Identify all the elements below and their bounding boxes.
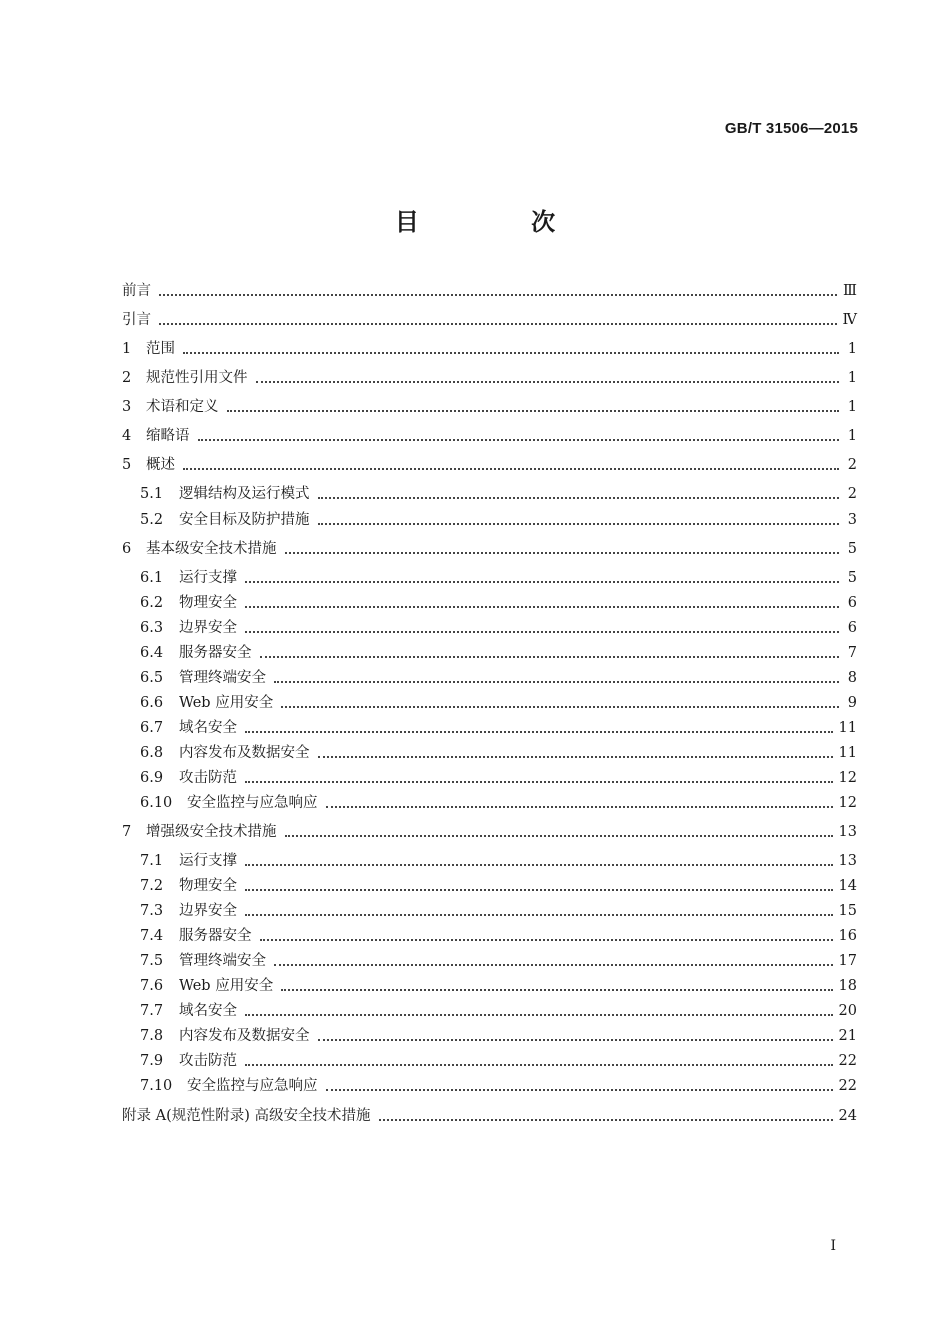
toc-entry-page: 13 (838, 853, 857, 869)
toc-entry[interactable] (140, 975, 857, 997)
toc-entry-number: 6.1 (140, 570, 164, 586)
toc-entry[interactable] (140, 900, 857, 922)
toc-entry-number: 6.9 (140, 770, 164, 786)
dot-leader (159, 294, 837, 296)
toc-entry[interactable] (140, 667, 857, 689)
toc-entry-label: 概述 (146, 457, 175, 473)
toc-entry-number: 7.3 (140, 903, 164, 919)
dot-leader (285, 835, 833, 837)
toc-entry-page: 1 (847, 428, 857, 444)
toc-entry-label: 管理终端安全 (179, 670, 266, 686)
toc-entry-label: 基本级安全技术措施 (146, 541, 277, 557)
toc-entry-number: 6.2 (140, 595, 164, 611)
toc-entry[interactable] (140, 692, 857, 714)
toc-entry-label: 范围 (146, 341, 175, 357)
toc-entry-page: 14 (838, 878, 857, 894)
toc-entry-page: 24 (838, 1108, 857, 1124)
dot-leader (318, 1039, 833, 1041)
toc-entry-label: 逻辑结构及运行模式 (179, 486, 310, 502)
dot-leader (318, 497, 840, 499)
toc-entry-page: 2 (847, 457, 857, 473)
toc-entry-page: 6 (847, 595, 857, 611)
toc-entry-number: 6.6 (140, 695, 164, 711)
toc-entry[interactable] (122, 367, 857, 389)
toc-entry-label: 运行支撑 (179, 570, 237, 586)
toc-entry[interactable] (140, 592, 857, 614)
dot-leader (245, 631, 839, 633)
dot-leader (245, 864, 833, 866)
toc-entry-number: 6.3 (140, 620, 164, 636)
toc-entry-number: 6.4 (140, 645, 164, 661)
toc-entry[interactable] (140, 742, 857, 764)
toc-entry-number: 7.2 (140, 878, 164, 894)
toc-entry-number: 7.5 (140, 953, 164, 969)
toc-entry[interactable] (140, 617, 857, 639)
toc-entry-number: 7.10 (140, 1078, 173, 1094)
toc-entry-number: 2 (122, 370, 132, 386)
toc-entry-label: 安全目标及防护措施 (179, 512, 310, 528)
toc-entry-label: 物理安全 (179, 595, 237, 611)
dot-leader (245, 606, 839, 608)
dot-leader (318, 756, 833, 758)
toc-entry[interactable] (140, 567, 857, 589)
toc-entry[interactable] (122, 821, 857, 843)
toc-entry-label: 域名安全 (179, 1003, 237, 1019)
toc-entry-number: 6.5 (140, 670, 164, 686)
toc-entry-number: 3 (122, 399, 132, 415)
dot-leader (245, 914, 833, 916)
toc-entry-label: 安全监控与应急响应 (187, 1078, 318, 1094)
toc-entry-page: 3 (847, 512, 857, 528)
toc-entry-label: 安全监控与应急响应 (187, 795, 318, 811)
dot-leader (274, 964, 833, 966)
dot-leader (245, 781, 833, 783)
toc-entry-number: 1 (122, 341, 132, 357)
dot-leader (245, 889, 833, 891)
toc-entry-label: 附录 A(规范性附录) 高级安全技术措施 (122, 1108, 371, 1124)
footer-page-number: I (830, 1238, 836, 1254)
toc-entry-number: 7.1 (140, 853, 164, 869)
toc-entry-number: 5.1 (140, 486, 164, 502)
page-title: 目 次 (394, 207, 608, 236)
toc-entry[interactable] (140, 1025, 857, 1047)
dot-leader (245, 731, 833, 733)
toc-entry-label: 术语和定义 (146, 399, 219, 415)
toc-entry[interactable] (140, 950, 857, 972)
toc-entry-page: 2 (847, 486, 857, 502)
toc-entry-page: 5 (847, 570, 857, 586)
toc-entry-number: 7.4 (140, 928, 164, 944)
dot-leader (198, 439, 840, 441)
toc-entry-label: 边界安全 (179, 903, 237, 919)
toc-entry-page: 12 (838, 770, 857, 786)
toc-entry-page: 11 (838, 720, 857, 736)
dot-leader (256, 381, 840, 383)
toc-entry-number: 7 (122, 824, 132, 840)
toc-entry-page: 13 (838, 824, 857, 840)
toc-entry-number: 5 (122, 457, 132, 473)
dot-leader (326, 1089, 833, 1091)
toc-entry-label: 边界安全 (179, 620, 237, 636)
dot-leader (318, 523, 840, 525)
toc-entry[interactable] (140, 483, 857, 505)
toc-entry-number: 4 (122, 428, 132, 444)
toc-entry-page: 22 (838, 1053, 857, 1069)
toc-entry-page: 16 (838, 928, 857, 944)
toc-entry-page: 11 (838, 745, 857, 761)
dot-leader (227, 410, 840, 412)
toc-entry[interactable] (122, 1105, 857, 1127)
toc-entry-page: 20 (838, 1003, 857, 1019)
toc-entry-page: Ⅳ (842, 312, 857, 328)
toc-entry[interactable] (140, 925, 857, 947)
toc-entry[interactable] (122, 454, 857, 476)
toc-entry-label: 物理安全 (179, 878, 237, 894)
toc-entry-number: 7.6 (140, 978, 164, 994)
toc-entry-label: 前言 (122, 283, 151, 299)
toc-entry[interactable] (140, 1050, 857, 1072)
toc-entry-page: 21 (838, 1028, 857, 1044)
toc-entry[interactable] (140, 1075, 857, 1097)
toc-entry[interactable] (140, 1000, 857, 1022)
dot-leader (183, 468, 839, 470)
toc-entry-label: 服务器安全 (179, 645, 252, 661)
toc-entry-label: 攻击防范 (179, 770, 237, 786)
toc-entry-label: 缩略语 (146, 428, 190, 444)
dot-leader (183, 352, 839, 354)
dot-leader (245, 581, 839, 583)
toc-entry-page: 1 (847, 399, 857, 415)
toc-entry-label: 域名安全 (179, 720, 237, 736)
toc-entry[interactable] (122, 280, 857, 302)
toc-entry-label: 管理终端安全 (179, 953, 266, 969)
toc-entry[interactable] (122, 338, 857, 360)
dot-leader (245, 1014, 833, 1016)
toc-entry-number: 7.8 (140, 1028, 164, 1044)
toc-entry-number: 5.2 (140, 512, 164, 528)
toc-entry[interactable] (122, 538, 857, 560)
dot-leader (281, 706, 839, 708)
toc-entry[interactable] (140, 850, 857, 872)
dot-leader (260, 656, 840, 658)
dot-leader (285, 552, 840, 554)
toc-entry[interactable] (140, 717, 857, 739)
toc-entry-label: 内容发布及数据安全 (179, 745, 310, 761)
toc-entry-page: Ⅲ (843, 283, 857, 299)
toc-entry-page: 1 (847, 341, 857, 357)
toc-entry-page: 22 (838, 1078, 857, 1094)
toc-entry-label: 规范性引用文件 (146, 370, 248, 386)
toc-entry-page: 18 (838, 978, 857, 994)
dot-leader (281, 989, 832, 991)
toc-entry-label: 引言 (122, 312, 151, 328)
dot-leader (159, 323, 837, 325)
toc-entry[interactable] (140, 767, 857, 789)
dot-leader (379, 1119, 833, 1121)
toc-entry-label: Web 应用安全 (179, 978, 274, 994)
toc-entry-number: 7.9 (140, 1053, 164, 1069)
toc-entry[interactable] (140, 875, 857, 897)
toc-entry-label: 攻击防范 (179, 1053, 237, 1069)
toc-entry-label: 增强级安全技术措施 (146, 824, 277, 840)
toc-entry[interactable] (140, 642, 857, 664)
toc-entry-page: 6 (847, 620, 857, 636)
toc-entry[interactable] (140, 792, 857, 814)
toc-entry-page: 15 (838, 903, 857, 919)
toc-entry-label: 服务器安全 (179, 928, 252, 944)
toc-entry-page: 12 (838, 795, 857, 811)
toc-entry-page: 7 (847, 645, 857, 661)
toc-entry[interactable] (140, 509, 857, 531)
toc-entry[interactable] (122, 396, 857, 418)
toc-entry-label: 内容发布及数据安全 (179, 1028, 310, 1044)
toc-entry-number: 7.7 (140, 1003, 164, 1019)
toc-entry-page: 17 (838, 953, 857, 969)
toc-entry-page: 8 (847, 670, 857, 686)
toc-entry-number: 6.7 (140, 720, 164, 736)
toc-entry-page: 1 (847, 370, 857, 386)
toc-entry-label: Web 应用安全 (179, 695, 274, 711)
dot-leader (260, 939, 833, 941)
toc-entry[interactable] (122, 309, 857, 331)
toc-entry-number: 6.8 (140, 745, 164, 761)
toc-entry-number: 6 (122, 541, 132, 557)
dot-leader (274, 681, 839, 683)
dot-leader (326, 806, 833, 808)
toc-entry[interactable] (122, 425, 857, 447)
toc-entry-number: 6.10 (140, 795, 173, 811)
dot-leader (245, 1064, 833, 1066)
standard-code: GB/T 31506—2015 (724, 120, 858, 137)
toc-entry-page: 5 (847, 541, 857, 557)
toc-entry-page: 9 (847, 695, 857, 711)
toc-entry-label: 运行支撑 (179, 853, 237, 869)
